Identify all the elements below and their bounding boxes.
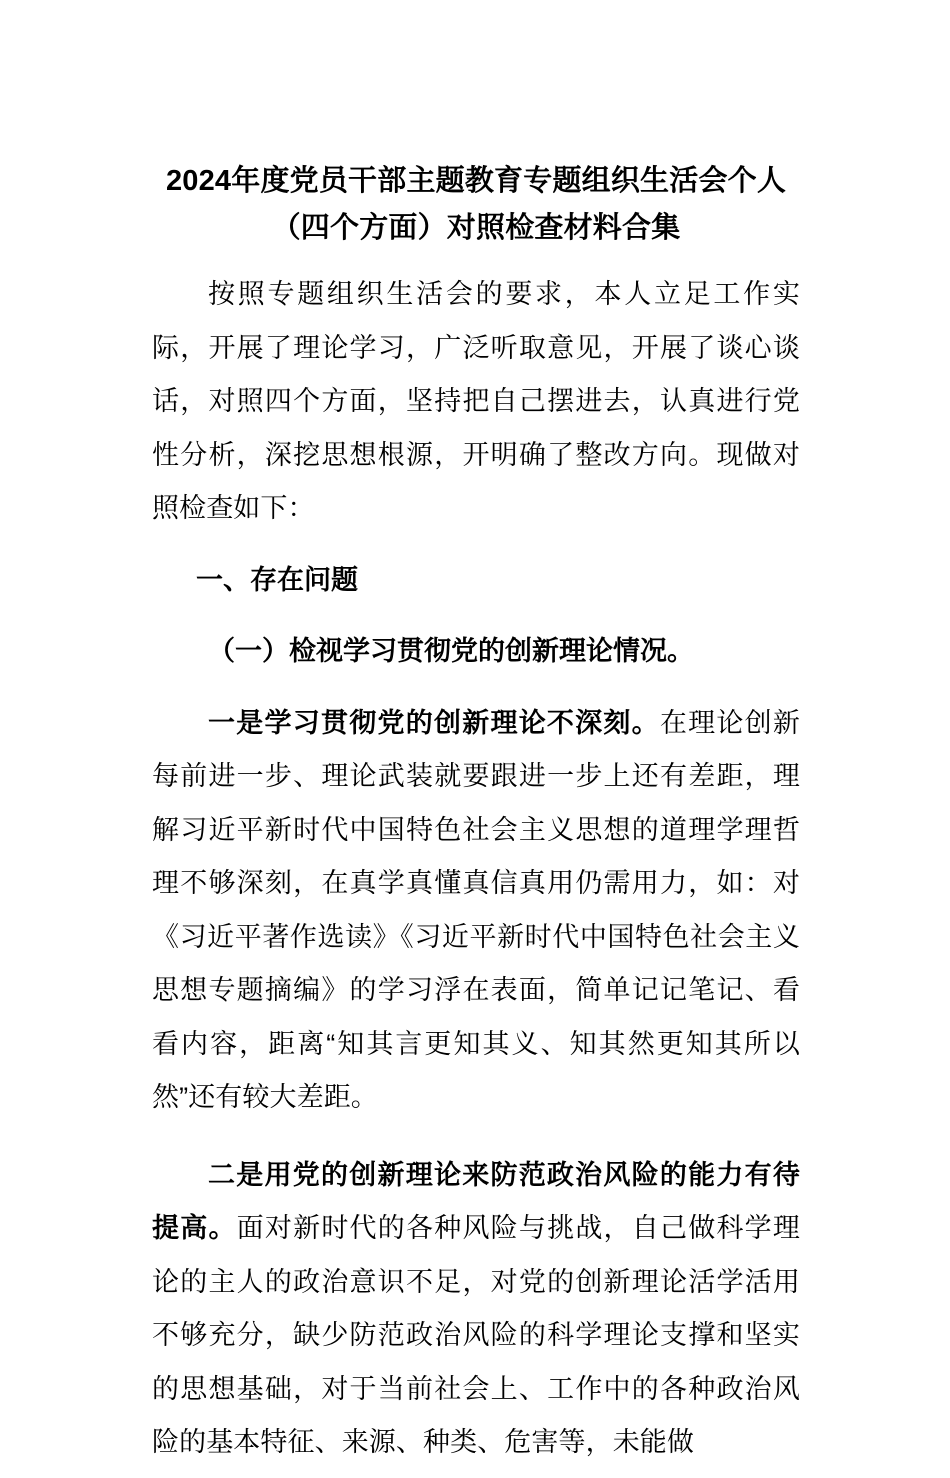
document-body: [152, 158, 800, 1478]
page-title: 2024年度党员干部主题教育专题组织生活会个人（四个方面）对照检查材料合集: [165, 165, 787, 244]
spacer: [152, 615, 800, 625]
section-heading-existing-problems: 一、存在问题: [196, 564, 358, 595]
spacer: [152, 544, 800, 554]
point-one-paragraph: [152, 697, 800, 1125]
spacer: [152, 687, 800, 697]
point-one-bold-lead: 一是学习贯彻党的创新理论不深刻。: [208, 707, 660, 738]
subsection-heading-theory-review: （一）检视学习贯彻党的创新理论情况。: [208, 636, 694, 666]
point-two-paragraph: [152, 1149, 800, 1470]
spacer: [152, 1133, 800, 1149]
point-two-bold-lead: 二是用党的创新理论来防范政治风险的能力有待提高。: [152, 1159, 800, 1243]
point-two-body: 面对新时代的各种风险与挑战，自己做科学理论的主人的政治意识不足，对党的创新理论活学活用不够充分，缺少防范政治风险的科学理论支撑和坚实的思想基础，对于当前社会上、工作中的各种政治风险的基本特征、来源、种类、危害等，未能做: [152, 1213, 800, 1457]
intro-paragraph: 按照专题组织生活会的要求，本人立足工作实际，开展了理论学习，广泛听取意见，开展了谈心谈话，对照四个方面，坚持把自己摆进去，认真进行党性分析，深挖思想根源，开明确了整改方向。现做对照检查如下：: [152, 279, 800, 523]
point-one-body: 在理论创新每前进一步、理论武装就要跟进一步上还有差距，理解习近平新时代中国特色社会主义思想的道理学理哲理不够深刻，在真学真懂真信真用仍需用力，如：对《习近平著作选读》《习近平新时代中国特色社会主义思想专题摘编》的学习浮在表面，简单记记笔记、看看内容，距离“知其言更知其义、知其然更知其所以然”还有较大差距。: [152, 707, 800, 1112]
